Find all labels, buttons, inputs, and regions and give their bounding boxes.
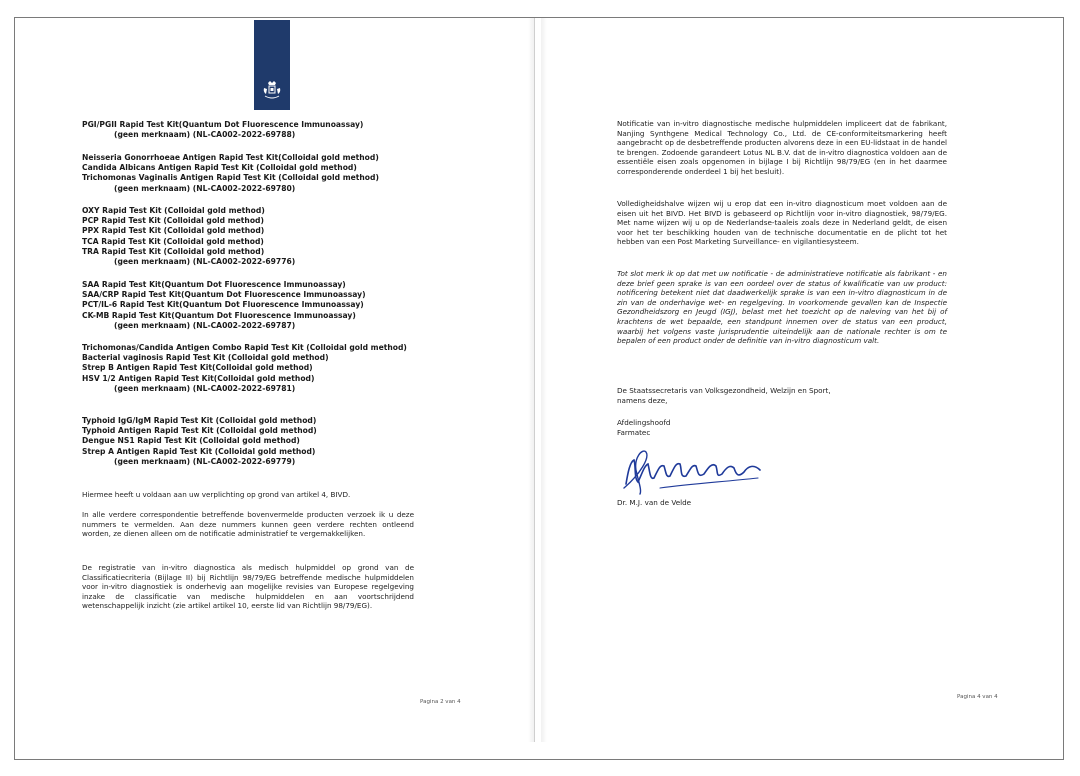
product-group-6 — [82, 416, 412, 467]
product-name: Strep A Antigen Rapid Test Kit (Colloidal gold method) — [82, 446, 316, 456]
paragraph: Volledigheidshalve wijzen wij u erop dat een in-vitro diagnosticum moet voldoen aan de eisen uit het BIVD. Het BIVD is gebaseerd op Richtlijn voor in-vitro diagnostiek, 98/79/EG. Met name wijzen wij u op de Nederlandse-taaleis zoals deze in Nederland geldt, de eisen voor het ter beschikking houden van de technische documentatie en de plicht tot het hebben van een Post Marketing Surveillance- en vigilantiesysteem. — [617, 199, 947, 247]
product-reference: (geen merknaam) (NL-CA002-2022-69780) — [114, 183, 296, 193]
product-name: Trichomonas Vaginalis Antigen Rapid Test Kit (Colloidal gold method) — [82, 173, 379, 183]
paragraph: Hiermee heeft u voldaan aan uw verplichting op grond van artikel 4, BIVD. — [82, 490, 351, 499]
product-name: TRA Rapid Test Kit (Colloidal gold method) — [82, 246, 265, 256]
product-name: Typhoid Antigen Rapid Test Kit (Colloidal gold method) — [82, 426, 317, 436]
product-name: Bacterial vaginosis Rapid Test Kit (Colloidal gold method) — [82, 353, 329, 363]
product-name: Dengue NS1 Rapid Test Kit (Colloidal gold method) — [82, 436, 300, 446]
product-name: SAA Rapid Test Kit(Quantum Dot Fluorescence Immunoassay) — [82, 280, 346, 289]
product-name: SAA/CRP Rapid Test Kit(Quantum Dot Fluorescence Immunoassay) — [82, 290, 366, 300]
product-name: PCP Rapid Test Kit (Colloidal gold method) — [82, 216, 264, 226]
product-name: Candida Albicans Antigen Rapid Test Kit (Colloidal gold method) — [82, 163, 357, 173]
product-name: TCA Rapid Test Kit (Colloidal gold method) — [82, 236, 264, 246]
closing-line: namens deze, — [617, 396, 668, 405]
product-name: Typhoid IgG/IgM Rapid Test Kit (Colloidal gold method) — [82, 416, 317, 425]
product-name: PPX Rapid Test Kit (Colloidal gold method) — [82, 226, 265, 236]
page-number: Pagina 4 van 4 — [957, 694, 998, 700]
product-name: PGI/PGII Rapid Test Kit(Quantum Dot Fluorescence Immunoassay) — [82, 120, 364, 129]
product-reference: (geen merknaam) (NL-CA002-2022-69776) — [114, 257, 296, 267]
product-name: Trichomonas/Candida Antigen Combo Rapid Test Kit (Colloidal gold method) — [82, 343, 407, 352]
product-reference: (geen merknaam) (NL-CA002-2022-69779) — [114, 456, 296, 466]
product-reference: (geen merknaam) (NL-CA002-2022-69788) — [114, 130, 296, 140]
page-number: Pagina 2 van 4 — [420, 699, 461, 705]
signer-name: Dr. M.J. van de Velde — [617, 498, 692, 507]
paragraph-italic: Tot slot merk ik op dat met uw notificatie - de administratieve notificatie als fabrikant - en deze brief geen sprake is van een oordeel over de status of kwalificatie van uw product: notificering betekent niet dat daadwerkelijk sprake is van een in-vitro diagnosticum in de zin van de onderhavige wet- en regelgeving. In voorkomende gevallen kan de Inspectie Gezondheidszorg en Jeugd (IGJ), belast met het toezicht op de naleving van het bij of krachtens de wet bepaalde, een standpunt innemen over de status van een product, waarbij het volgens vaste jurisprudentie uiteindelijk aan de nationale rechter is om te bepalen of een product onder de definitie van in-vitro diagnosticum valt. — [617, 269, 947, 346]
product-name: CK-MB Rapid Test Kit(Quantum Dot Fluorescence Immunoassay) — [82, 310, 356, 320]
product-group-1 — [82, 120, 412, 140]
paragraph: Notificatie van in-vitro diagnostische medische hulpmiddelen impliceert dat de fabrikant, Nanjing Synthgene Medical Technology Co., Ltd. de CE-conformiteitsmarkering heeft aangebracht op de desbetreffende producten alvorens deze in een EU-lidstaat in de handel te brengen. Zodoende garandeert Lotus NL B.V. dat de in-vitro diagnostica voldoen aan de essentiële eisen zoals opgenomen in bijlage I bij Richtlijn 98/79/EG (en in het daarmee corresponderende onderdeel 1 bij het besluit). — [617, 119, 947, 176]
department-title: Afdelingshoofd — [617, 418, 671, 427]
product-group-5 — [82, 343, 412, 394]
closing-line: De Staatssecretaris van Volksgezondheid, Welzijn en Sport, — [617, 386, 831, 395]
product-name: Neisseria Gonorrhoeae Antigen Rapid Test Kit(Colloidal gold method) — [82, 153, 379, 162]
product-reference: (geen merknaam) (NL-CA002-2022-69781) — [114, 383, 296, 393]
product-name: HSV 1/2 Antigen Rapid Test Kit(Colloidal gold method) — [82, 373, 315, 383]
product-group-3 — [82, 206, 412, 267]
product-reference: (geen merknaam) (NL-CA002-2022-69787) — [114, 320, 296, 330]
government-logo — [254, 20, 290, 110]
product-group-4 — [82, 280, 412, 331]
signature-stroke — [660, 478, 758, 488]
signature-stroke — [626, 460, 760, 484]
signature-image — [620, 444, 770, 496]
product-name: Strep B Antigen Rapid Test Kit(Colloidal gold method) — [82, 363, 313, 373]
product-name: PCT/IL-6 Rapid Test Kit(Quantum Dot Fluorescence Immunoassay) — [82, 300, 364, 310]
paragraph: De registratie van in-vitro diagnostica als medisch hulpmiddel op grond van de Classificatiecriteria (Bijlage II) bij Richtlijn 98/79/EG betreffende medische hulpmiddelen voor in-vitro diagnostiek is onderhevig aan mogelijke revisies van Europese regelgeving inzake de classificatie van medische hulpmiddelen en aan voortschrijdend wetenschappelijk inzicht (zie artikel artikel 10, eerste lid van Richtlijn 98/79/EG). — [82, 563, 414, 611]
coat-of-arms-icon — [262, 80, 282, 102]
department-name: Farmatec — [617, 428, 651, 437]
product-name: OXY Rapid Test Kit (Colloidal gold method) — [82, 206, 265, 215]
paragraph: In alle verdere correspondentie betreffende bovenvermelde producten verzoek ik u deze nummers te vermelden. Aan deze nummers kunnen geen verdere rechten ontleend worden, ze dienen alleen om de notificatie administratief te vergemakkelijken. — [82, 510, 414, 539]
product-group-2 — [82, 153, 412, 194]
